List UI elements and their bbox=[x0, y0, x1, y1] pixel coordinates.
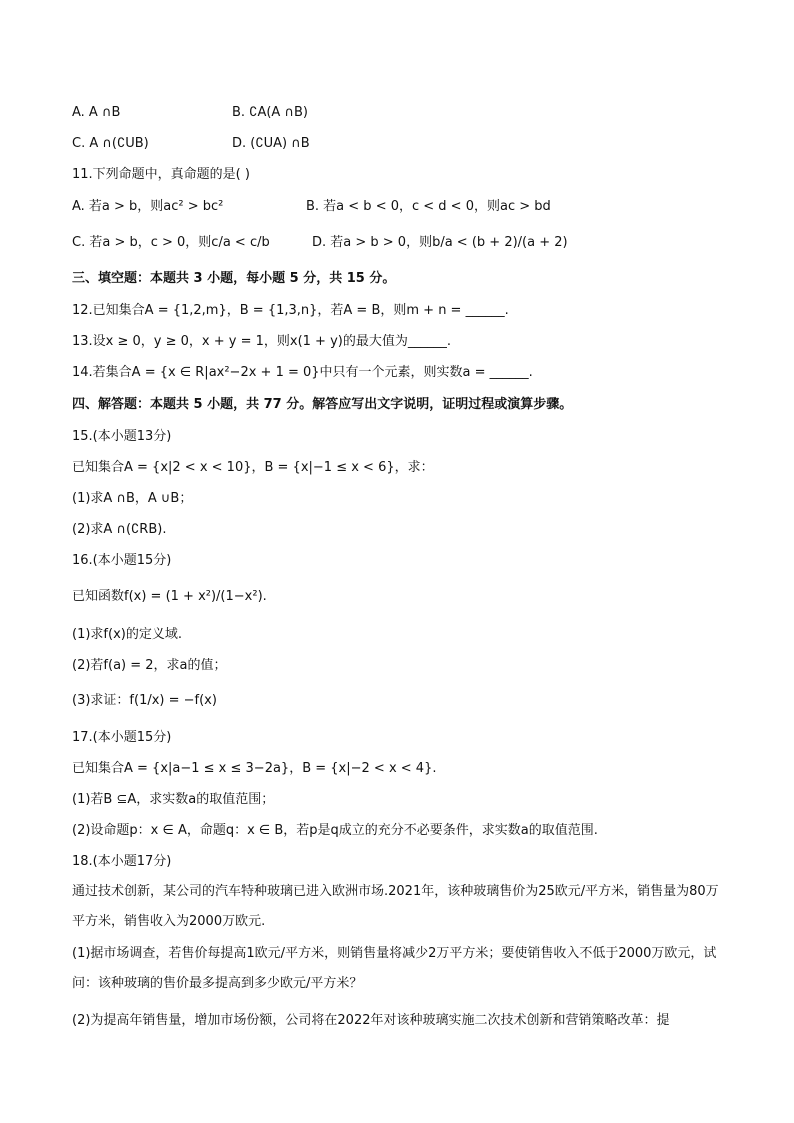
q15-header: 15.(本小题13分) bbox=[72, 429, 172, 444]
q11-option-c: C. 若a > b，c > 0，则c/a < c/b bbox=[72, 235, 270, 250]
q16-header: 16.(本小题15分) bbox=[72, 553, 172, 568]
q11-option-d: D. 若a > b > 0，则b/a < (b + 2)/(a + 2) bbox=[312, 235, 568, 250]
q18-part-2: (2)为提高年销售量，增加市场份额，公司将在2022年对该种玻璃实施二次技术创新和营销策略改革：提 bbox=[72, 1013, 670, 1028]
q11-stem: 11.下列命题中，真命题的是( ) bbox=[72, 167, 250, 182]
q14-text: 14.若集合A = {x ∈ R|ax²−2x + 1 = 0}中只有一个元素，则实数a = ______. bbox=[72, 365, 533, 380]
q15-part-1: (1)求A ∩B，A ∪B； bbox=[72, 491, 193, 506]
q10-option-a: A. A ∩B bbox=[72, 105, 121, 120]
q13-text: 13.设x ≥ 0，y ≥ 0，x + y = 1，则x(1 + y)的最大值为______. bbox=[72, 334, 451, 349]
q15-stem: 已知集合A = {x|2 < x < 10}，B = {x|−1 ≤ x < 6}，求： bbox=[72, 460, 434, 475]
q12-text: 12.已知集合A = {1,2,m}，B = {1,3,n}，若A = B，则m + n = ______. bbox=[72, 303, 509, 318]
q18-part-1: (1)据市场调查，若售价每提高1欧元/平方米，则销售量将减少2万平方米；要使销售收入不低于2000万欧元，试问：该种玻璃的售价最多提高到多少欧元/平方米？ bbox=[72, 946, 717, 991]
q16-part-2: (2)若f(a) = 2，求a的值； bbox=[72, 658, 227, 673]
q17-part-2: (2)设命题p：x ∈ A，命题q：x ∈ B，若p是q成立的充分不必要条件，求实数a的取值范围. bbox=[72, 823, 598, 838]
q18-header: 18.(本小题17分) bbox=[72, 854, 172, 869]
q16-stem: 已知函数f(x) = (1 + x²)/(1−x²). bbox=[72, 589, 267, 604]
q10-option-c: C. A ∩(∁UB) bbox=[72, 136, 149, 151]
q16-part-3: (3)求证：f(1/x) = −f(x) bbox=[72, 693, 217, 708]
q15-part-2: (2)求A ∩(∁RB). bbox=[72, 522, 167, 537]
q11-option-a: A. 若a > b，则ac² > bc² bbox=[72, 199, 224, 214]
q17-stem: 已知集合A = {x|a−1 ≤ x ≤ 3−2a}，B = {x|−2 < x < 4}. bbox=[72, 761, 437, 776]
q17-header: 17.(本小题15分) bbox=[72, 730, 172, 745]
q10-option-b: B. ∁A(A ∩B) bbox=[232, 105, 308, 120]
q18-stem: 通过技术创新，某公司的汽车特种玻璃已进入欧洲市场.2021年，该种玻璃售价为25欧元/平方米，销售量为80万平方米，销售收入为2000万欧元. bbox=[72, 884, 719, 929]
q17-part-1: (1)若B ⊆A，求实数a的取值范围； bbox=[72, 792, 275, 807]
q11-option-b: B. 若a < b < 0，c < d < 0，则ac > bd bbox=[306, 199, 551, 214]
q10-option-d: D. (∁UA) ∩B bbox=[232, 136, 310, 151]
section-3-heading: 三、填空题：本题共 3 小题，每小题 5 分，共 15 分。 bbox=[72, 271, 396, 286]
q16-part-1: (1)求f(x)的定义域. bbox=[72, 627, 182, 642]
section-4-heading: 四、解答题：本题共 5 小题，共 77 分。解答应写出文字说明，证明过程或演算步骤。 bbox=[72, 397, 573, 412]
